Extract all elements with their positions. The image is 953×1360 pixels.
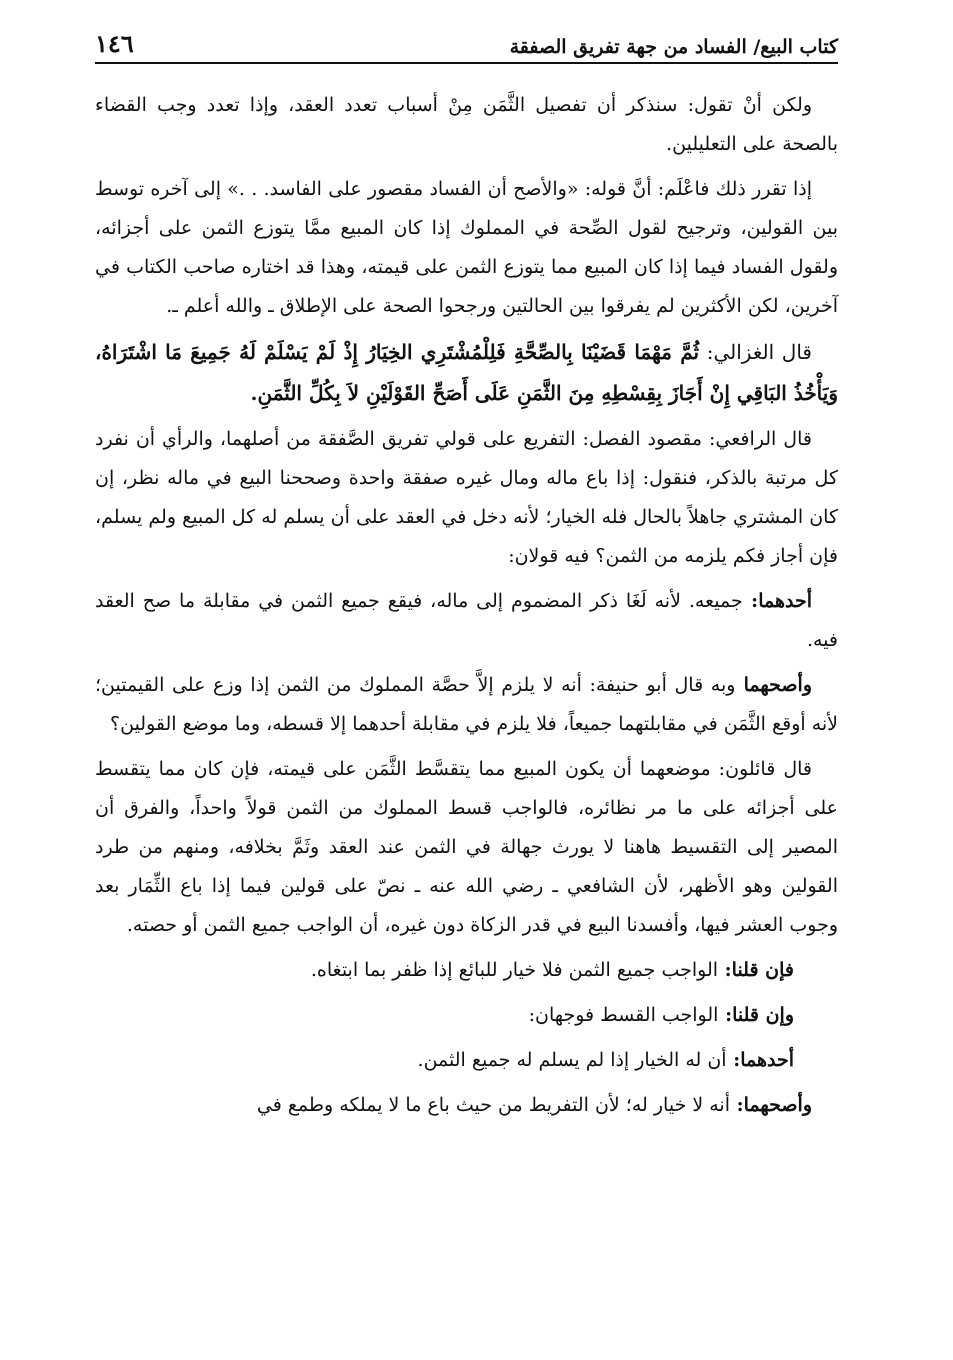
paragraph-text: أنه لا خيار له؛ لأن التفريط من حيث باع ما لا يملكه وطمع في [256, 1094, 730, 1116]
paragraph [95, 86, 838, 164]
page-number: ١٤٦ [95, 29, 134, 58]
paragraph [95, 951, 838, 990]
paragraph [95, 1086, 838, 1125]
paragraph-text: إذا تقرر ذلك فاعْلَم: أنَّ قوله: «والأصح أن الفساد مقصور على الفاسد. . .» إلى آخره توسط بين القولين، وترجيح لقول الصِّحة في المملوك إذا كان المبيع ممَّا يتوزع الثمن على أجزائه، ولقول الفساد فيما إذا كان المبيع مما يتوزع الثمن على قيمته، وهذا قد اختاره صاحب الكتاب في آخرين، لكن الأكثرين لم يفرقوا بين الحالتين ورجحوا الصحة على الإطلاق ـ والله أعلم ـ. [95, 178, 838, 317]
paragraph-text: الواجب جميع الثمن فلا خيار للبائع إذا ظفر بما ابتغاه. [310, 959, 719, 981]
quote-lead: قال الغزالي: [699, 340, 812, 364]
paragraph [95, 170, 838, 326]
running-header [95, 22, 838, 64]
paragraph-lead: وأصحهما [735, 674, 812, 696]
paragraph [95, 420, 838, 576]
paragraph-lead: وأصحهما: [729, 1094, 812, 1116]
paragraph [95, 666, 838, 744]
body-text [95, 86, 838, 1125]
paragraph [95, 996, 838, 1035]
paragraph-text: وبه قال أبو حنيفة: أنه لا يلزم إلاَّ حصَّة المملوك من الثمن إذا وزع على القيمتين؛ لأنه أوقع الثَّمَن في مقابلتهما جميعاً، فلا يلزم في مقابلة أحدهما إلا قسطه، وما موضع القولين؟ [95, 674, 838, 735]
paragraph-text: قال الرافعي: مقصود الفصل: التفريع على قولي تفريق الصَّفقة من أصلهما، والرأي أن نفرد كل مرتبة بالذكر، فنقول: إذا باع ماله ومال غيره صفقة واحدة وصححنا البيع في ماله نظر، إن كان المشتري جاهلاً بالحال فله الخيار؛ لأنه دخل في العقد على أن يسلم له كل المبيع ولم يسلم، فإن أجاز فكم يلزمه من الثمن؟ فيه قولان: [95, 428, 838, 567]
paragraph [95, 582, 838, 660]
paragraph-lead: فإن قلنا: [718, 959, 794, 981]
ghazali-quote [95, 332, 838, 414]
book-page [95, 22, 838, 1342]
paragraph-text: قال قائلون: موضعهما أن يكون المبيع مما يتقسَّط الثَّمَن على قيمته، فإن كان مما يتقسط على أجزائه على ما مر نظائره، فالواجب قسط المملوك من الثمن قولاً واحداً، والفرق أن المصير إلى التقسيط هاهنا لا يورث جهالة في الثمن عند العقد وثَمَّ بخلافه، ومنهم من طرد القولين وهو الأظهر، لأن الشافعي ـ رضي الله عنه ـ نصّ على قولين فيما إذا باع الثِّمَار بعد وجوب العشر فيها، وأفسدنا البيع في قدر الزكاة دون غيره، أن الواجب جميع الثمن أو حصته. [95, 758, 838, 936]
quote-text: ثُمَّ مَهْمَا قَضَيْنَا بِالصِّحَّةِ فَلِلْمُشْتَرِي الخِيَارُ إِذْ لَمْ يَسْلَمْ لَهُ جَمِيعَ مَا اشْتَرَاهُ، وَيَأْخُذُ البَاقِي إِنْ أَجَازَ بِقِسْطِهِ مِنَ الثَّمَنِ عَلَى أَصَحِّ القَوْلَيْنِ لاَ بِكُلِّ الثَّمَنِ. [95, 340, 838, 405]
paragraph [95, 1041, 838, 1080]
paragraph-lead: وإن قلنا: [718, 1004, 794, 1026]
paragraph [95, 750, 838, 945]
chapter-title: كتاب البيع/ الفساد من جهة تفريق الصفقة [509, 36, 838, 58]
paragraph-text: أن له الخيار إذا لم يسلم له جميع الثمن. [417, 1049, 727, 1071]
paragraph-lead: أحدهما: [742, 590, 812, 612]
paragraph-text: الواجب القسط فوجهان: [528, 1004, 719, 1026]
paragraph-text: جميعه. لأنه لَغَا ذكر المضموم إلى ماله، فيقع جميع الثمن في مقابلة ما صح العقد فيه. [95, 590, 838, 651]
paragraph-lead: أحدهما: [726, 1049, 794, 1071]
paragraph-text: ولكن أنْ تقول: سنذكر أن تفصيل الثَّمَن مِنْ أسباب تعدد العقد، وإذا تعدد وجب القضاء بالصحة على التعليلين. [95, 94, 838, 155]
